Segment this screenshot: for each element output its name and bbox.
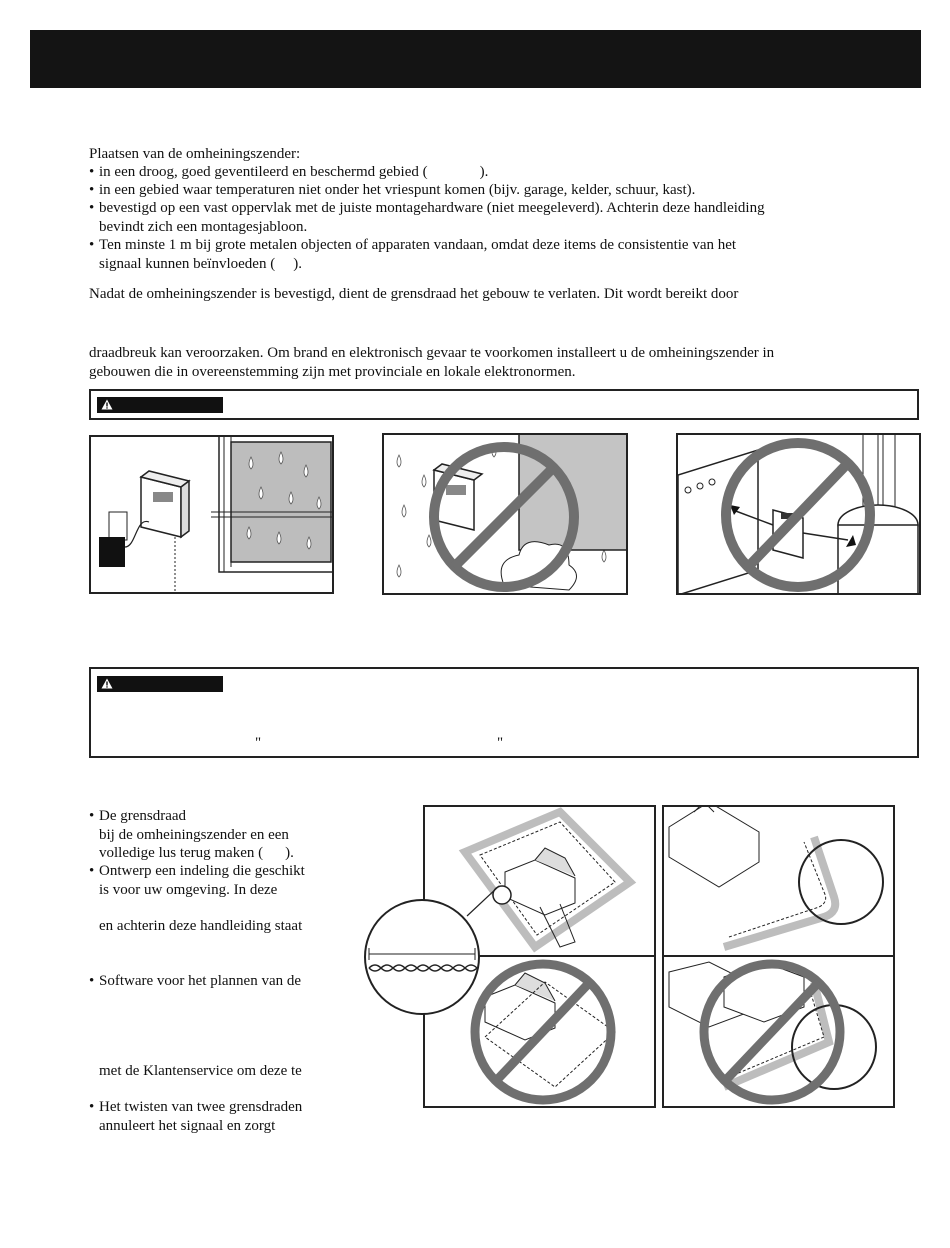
intro-paragraph-1: Nadat de omheiningszender is bevestigd, dient de grensdraad het gebouw te verlaten. Dit wordt bereikt door — [89, 286, 739, 302]
layout-bullet-1: • De grensdraad bij de omheiningszender en een volledige lus terug maken ( ). — [89, 808, 294, 861]
warning-box-1 — [89, 389, 919, 420]
page-header-bar — [30, 30, 921, 88]
quote-open: " — [255, 735, 262, 751]
layout-bullet-2: • Ontwerp een indeling die geschikt is voor uw omgeving. In deze — [89, 863, 305, 898]
figure-corner-layouts — [662, 805, 895, 1108]
figure-no-outdoor-placement — [382, 433, 628, 595]
twisted-wire-magnifier — [363, 898, 481, 1016]
twisted-wire-detail-illustration — [363, 898, 481, 1016]
intro-paragraph-2-line1: draadbreuk kan veroorzaken. Om brand en elektronisch gevaar te voorkomen installeert u de omheiningszender in — [89, 345, 775, 361]
figure-no-metal-nearby — [676, 433, 921, 595]
corner-layout-illustration — [664, 807, 893, 1106]
layout-bullet-3-continued: met de Klantenservice om deze te — [99, 1063, 302, 1079]
layout-bullet-3: • Software voor het plannen van de — [89, 973, 302, 989]
intro-bullet-3: • bevestigd op een vast oppervlak met de juiste montagehardware (niet meegeleverd). Achterin deze handleiding bevindt zich een montagesjabloon. — [89, 200, 765, 235]
intro-bullet-1: • in een droog, goed geventileerd en beschermd gebied ( ). — [89, 164, 489, 180]
warning-tag — [97, 397, 223, 413]
warning-triangle-icon — [101, 678, 113, 689]
quote-close: " — [497, 735, 504, 751]
warning-box-2 — [89, 667, 919, 758]
intro-bullet-4: • Ten minste 1 m bij grote metalen objecten of apparaten vandaan, omdat deze items de consistentie van het signaal kunnen beïnvloeden ( ). — [89, 237, 737, 272]
intro-heading: Plaatsen van de omheiningszender: — [89, 146, 301, 162]
intro-bullet-2: • in een gebied waar temperaturen niet onder het vriespunt komen (bijv. garage, kelder, schuur, kast). — [89, 182, 696, 198]
layout-bullet-2-continued: en achterin deze handleiding staat — [99, 918, 303, 934]
outdoor-prohibited-illustration — [384, 435, 626, 593]
warning-tag — [97, 676, 223, 692]
warning-triangle-icon — [101, 399, 113, 410]
metal-appliance-prohibited-illustration — [678, 435, 919, 593]
intro-paragraph-2-line2: gebouwen die in overeenstemming zijn met provinciale en lokale elektronormen. — [89, 364, 576, 380]
layout-bullet-4: • Het twisten van twee grensdraden annuleert het signaal en zorgt — [89, 1099, 303, 1134]
figure-correct-placement — [89, 435, 334, 594]
indoor-mounting-illustration — [91, 437, 332, 592]
magnifier-connector-line — [465, 880, 505, 920]
